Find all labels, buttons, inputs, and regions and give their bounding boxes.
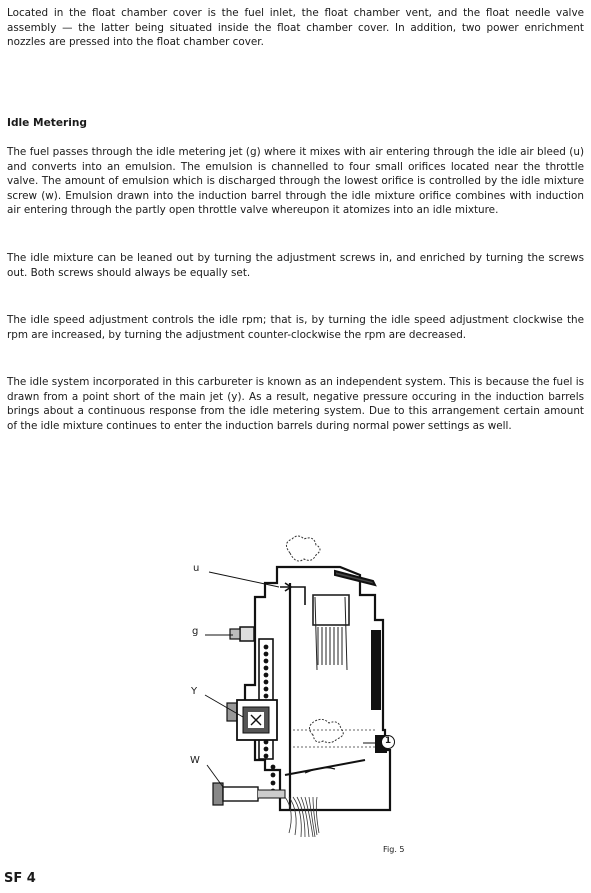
- throttle-valve: [285, 760, 365, 775]
- emulsion-cloud: [309, 719, 343, 742]
- callout-1-circle: [381, 735, 395, 749]
- label-y: Y: [191, 686, 198, 697]
- callout-1-label: 1: [384, 736, 392, 746]
- label-leaders: [205, 572, 381, 787]
- paragraph-independent-system: The idle system incorporated in this carbureter is known as an independent system. This is because the fuel is drawn from a point short of the main jet (y). As a result, negative pressure occuring in the induction barrels brings about a continuous response from the idle metering system. Due to this arrangement certain amount of the idle mixture continues to enter the induction barrels during normal power settings as well.: [7, 376, 584, 432]
- idle-air-bleed: [280, 583, 305, 605]
- page-number: SF 4: [4, 871, 36, 886]
- paragraph-idle-speed: The idle speed adjustment controls the idle rpm; that is, by turning the idle speed adjustment clockwise the rpm are increased, by turning the adjustment counter-clockwise the rpm are decreased.: [7, 314, 584, 341]
- figure-caption: Fig. 5: [383, 845, 405, 854]
- section-heading-idle-metering: Idle Metering: [7, 117, 87, 129]
- carburetor-cutaway-figure: [185, 535, 415, 840]
- label-w: W: [190, 755, 200, 766]
- paragraph-mixture-screws: The idle mixture can be leaned out by turning the adjustment screws in, and enriched by turning the screws out. Both screws should always be equally set.: [7, 252, 584, 279]
- venturi-hatching: [313, 595, 349, 670]
- main-jet-assembly: [227, 700, 277, 740]
- carburetor-diagram: [185, 535, 415, 840]
- paragraph-idle-jet: The fuel passes through the idle metering jet (g) where it mixes with air entering through the idle air bleed (u) and converts into an emulsion. The emulsion is channelled to four small orifices located near the throttle valve. The amount of emulsion which is discharged through the lowest orifice is controlled by the idle mixture screw (w). Emulsion drawn into the induction barrel through the idle mixture orifice combines with induction air entering through the partly open throttle valve whereupon it atomizes into an idle mixture.: [7, 146, 584, 217]
- idle-mixture-screw: [213, 783, 285, 805]
- flow-lines: [293, 730, 375, 747]
- intro-paragraph: Located in the float chamber cover is the fuel inlet, the float chamber vent, and the float needle valve assembly — the latter being situated inside the float chamber cover. In addition, two power enrichment nozzles are pressed into the float chamber cover.: [7, 7, 584, 49]
- vapor-cloud-top: [286, 536, 320, 561]
- label-u: u: [193, 563, 200, 574]
- label-g: g: [192, 626, 199, 637]
